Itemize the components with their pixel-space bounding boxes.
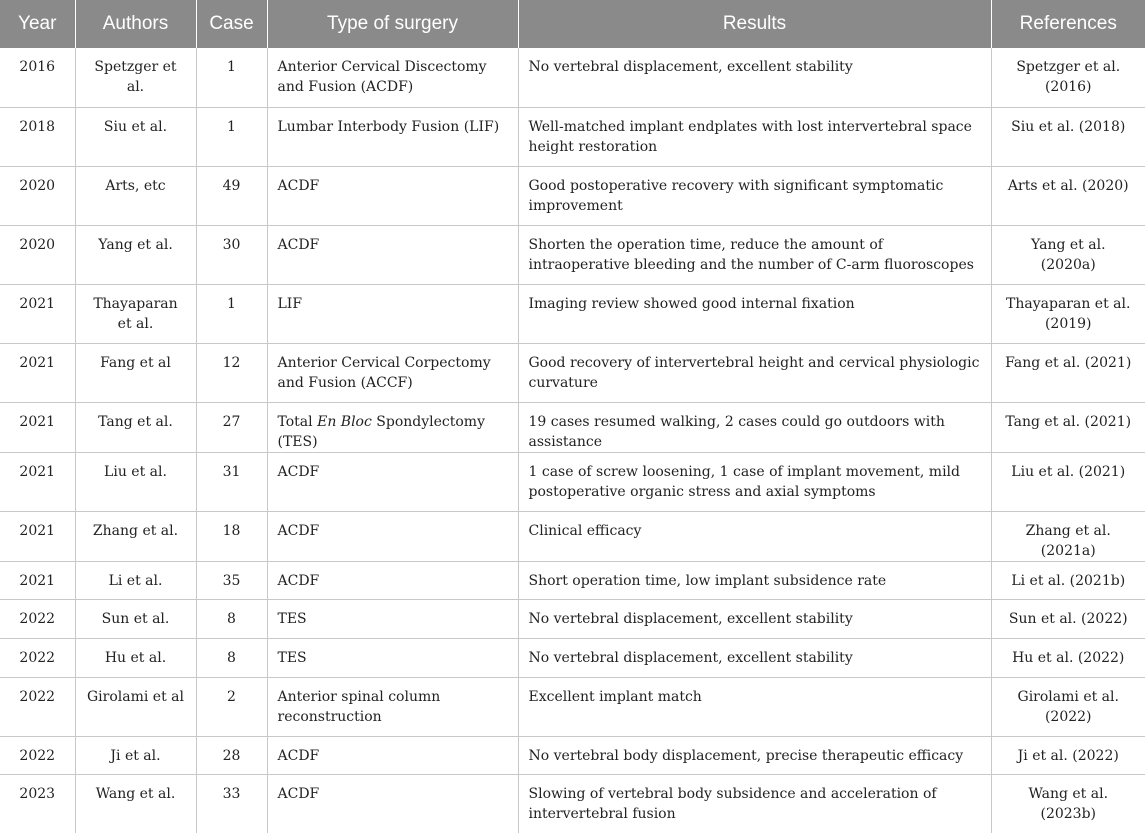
table-row <box>0 638 1145 677</box>
cell-results: No vertebral body displacement, precise therapeutic efficacy <box>518 736 991 774</box>
cell-results: No vertebral displacement, excellent stability <box>518 48 991 107</box>
table-row <box>0 561 1145 599</box>
cell-type: ACDF <box>267 774 518 833</box>
cell-results: Good recovery of intervertebral height and cervical physiologic curvature <box>518 343 991 402</box>
cell-results: Well-matched implant endplates with lost intervertebral space height restoration <box>518 107 991 166</box>
type-suffix: Spondylectomy (TES) <box>277 413 485 450</box>
cell-references: Spetzger et al. (2016) <box>991 48 1145 107</box>
cell-authors: Fang et al <box>75 343 196 402</box>
table-row <box>0 677 1145 736</box>
cell-type: ACDF <box>267 225 518 284</box>
cell-authors: Li et al. <box>75 561 196 599</box>
cell-case: 12 <box>196 343 267 402</box>
table-row <box>0 48 1145 107</box>
cell-references: Hu et al. (2022) <box>991 638 1145 677</box>
table-row <box>0 402 1145 452</box>
table-row <box>0 107 1145 166</box>
table-row <box>0 343 1145 402</box>
table-row <box>0 166 1145 225</box>
cell-year: 2021 <box>0 343 75 402</box>
cell-references: Yang et al. (2020a) <box>991 225 1145 284</box>
cell-type: ACDF <box>267 561 518 599</box>
table-body <box>0 48 1145 833</box>
cell-year: 2020 <box>0 166 75 225</box>
cell-year: 2018 <box>0 107 75 166</box>
cell-year: 2022 <box>0 677 75 736</box>
cell-authors: Siu et al. <box>75 107 196 166</box>
cell-results: 1 case of screw loosening, 1 case of implant movement, mild postoperative organic stress and axial symptoms <box>518 452 991 511</box>
cell-references: Arts et al. (2020) <box>991 166 1145 225</box>
type-prefix: Total <box>277 413 318 430</box>
header-results: Results <box>518 0 991 48</box>
cell-references: Thayaparan et al. (2019) <box>991 284 1145 343</box>
cell-case: 28 <box>196 736 267 774</box>
table-row <box>0 511 1145 561</box>
cell-case: 2 <box>196 677 267 736</box>
cell-results: Shorten the operation time, reduce the amount of intraoperative bleeding and the number of C-arm fluoroscopes <box>518 225 991 284</box>
cell-authors: Spetzger et al. <box>75 48 196 107</box>
cell-year: 2021 <box>0 452 75 511</box>
cell-year: 2021 <box>0 511 75 561</box>
cell-authors: Hu et al. <box>75 638 196 677</box>
cell-case: 8 <box>196 638 267 677</box>
cell-results: 19 cases resumed walking, 2 cases could go outdoors with assistance <box>518 402 991 452</box>
cell-authors: Girolami et al <box>75 677 196 736</box>
cell-references: Girolami et al. (2022) <box>991 677 1145 736</box>
cell-year: 2021 <box>0 402 75 452</box>
cell-type: Lumbar Interbody Fusion (LIF) <box>267 107 518 166</box>
cell-authors: Ji et al. <box>75 736 196 774</box>
cell-results: Clinical efficacy <box>518 511 991 561</box>
table-row <box>0 736 1145 774</box>
type-emphasis: En Bloc <box>317 413 372 430</box>
cell-year: 2022 <box>0 599 75 638</box>
cell-results: No vertebral displacement, excellent stability <box>518 638 991 677</box>
cell-results: Short operation time, low implant subsidence rate <box>518 561 991 599</box>
cell-case: 35 <box>196 561 267 599</box>
cell-case: 31 <box>196 452 267 511</box>
cell-year: 2016 <box>0 48 75 107</box>
cell-results: Excellent implant match <box>518 677 991 736</box>
cell-authors: Sun et al. <box>75 599 196 638</box>
cell-year: 2022 <box>0 736 75 774</box>
cell-case: 33 <box>196 774 267 833</box>
cell-type: Anterior Cervical Corpectomy and Fusion (ACCF) <box>267 343 518 402</box>
cell-results: Slowing of vertebral body subsidence and acceleration of intervertebral fusion <box>518 774 991 833</box>
cell-references: Liu et al. (2021) <box>991 452 1145 511</box>
table-row <box>0 284 1145 343</box>
cell-references: Sun et al. (2022) <box>991 599 1145 638</box>
cell-references: Wang et al. (2023b) <box>991 774 1145 833</box>
cell-case: 30 <box>196 225 267 284</box>
cell-authors: Wang et al. <box>75 774 196 833</box>
table-row <box>0 774 1145 833</box>
cell-authors: Liu et al. <box>75 452 196 511</box>
cell-results: Imaging review showed good internal fixation <box>518 284 991 343</box>
cell-type: LIF <box>267 284 518 343</box>
cell-case: 27 <box>196 402 267 452</box>
table-header <box>0 0 1145 48</box>
cell-case: 18 <box>196 511 267 561</box>
cell-authors: Thayaparan et al. <box>75 284 196 343</box>
table-row <box>0 599 1145 638</box>
header-year: Year <box>0 0 75 48</box>
cell-references: Ji et al. (2022) <box>991 736 1145 774</box>
cell-authors: Tang et al. <box>75 402 196 452</box>
cell-case: 1 <box>196 107 267 166</box>
cell-authors: Zhang et al. <box>75 511 196 561</box>
cell-type: Anterior spinal column reconstruction <box>267 677 518 736</box>
cell-authors: Arts, etc <box>75 166 196 225</box>
cell-case: 8 <box>196 599 267 638</box>
cell-type: Anterior Cervical Discectomy and Fusion (ACDF) <box>267 48 518 107</box>
cell-type: TES <box>267 599 518 638</box>
cell-results: Good postoperative recovery with significant symptomatic improvement <box>518 166 991 225</box>
cell-year: 2020 <box>0 225 75 284</box>
header-case: Case <box>196 0 267 48</box>
header-type: Type of surgery <box>267 0 518 48</box>
cell-type: ACDF <box>267 166 518 225</box>
cell-case: 49 <box>196 166 267 225</box>
header-references: References <box>991 0 1145 48</box>
cell-references: Fang et al. (2021) <box>991 343 1145 402</box>
cell-type: ACDF <box>267 511 518 561</box>
cell-type <box>267 402 518 452</box>
cell-year: 2022 <box>0 638 75 677</box>
cell-type: TES <box>267 638 518 677</box>
cell-references: Li et al. (2021b) <box>991 561 1145 599</box>
cell-year: 2021 <box>0 284 75 343</box>
header-authors: Authors <box>75 0 196 48</box>
cell-year: 2021 <box>0 561 75 599</box>
cell-year: 2023 <box>19 785 56 802</box>
cell-case: 1 <box>196 48 267 107</box>
cell-case: 1 <box>196 284 267 343</box>
table-row <box>0 452 1145 511</box>
table-row <box>0 225 1145 284</box>
cell-references: Tang et al. (2021) <box>991 402 1145 452</box>
cell-references: Siu et al. (2018) <box>991 107 1145 166</box>
cell-authors: Yang et al. <box>75 225 196 284</box>
cell-type: ACDF <box>267 452 518 511</box>
cell-results: No vertebral displacement, excellent stability <box>518 599 991 638</box>
cell-type: ACDF <box>267 736 518 774</box>
cell-references: Zhang et al. (2021a) <box>991 511 1145 561</box>
